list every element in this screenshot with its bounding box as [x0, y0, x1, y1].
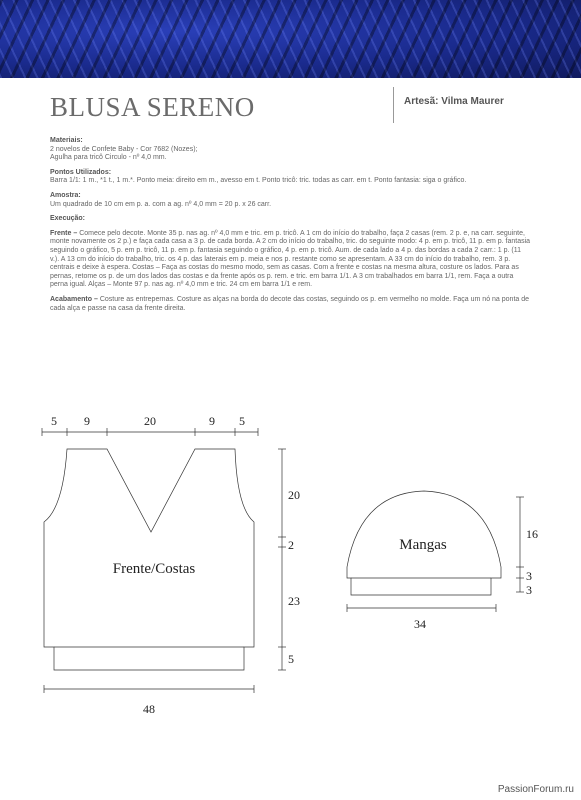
- front-label: Frente –: [50, 229, 78, 237]
- front-text: Comece pelo decote. Monte 35 p. nas ag. nº 4,0 mm e tric. em p. tricô. A 1 cm do início do trabalho, faça 2 casas (rem. 2 p. e, na carr. seguinte, monte novamente os 2 p.) e faça cada casa a 3 p. de cada borda. A 2 cm do início do trabalho, tric. do seguinte modo: 4 p. em p. tricô, 11 p. em p. fantasia seguindo o gráfico, 5 p. em p. tricô, 11 p. em p. fantasia seguindo o gráfico, 4 p. em p. tricô. Aum. de cada lado a 4 p. das bordas a cada 2 carr.: 1 p. (11 v.). A 13 cm do início do trabalho, tric. os 4 p. das laterais em p. meia e nos p. restante como se apresentam. A 33 cm do início do trabalho, rem. 3 p. centrais e deixe à espera. Costas – Faça as costas do mesmo modo, sem as casas. Com a frente e costas na mesma altura, costure os lados. Para as pernas, retome os p. de um dos lados das costas e da frente após os p. rem. e tric. em barra 1/1. A 3 cm trabalhados em barra 1/1, rem. Faça a outra perna igual. Alças – Monte 97 p. nas ag. nº 4,0 mm e tric. 24 cm em barra 1/1 e rem.: [50, 229, 531, 289]
- materials-label: Materiais:: [50, 137, 83, 144]
- materials-line-2: Agulha para tricô Circulo - nº 4,0 mm.: [50, 154, 167, 162]
- sleeve-label: Mangas: [399, 537, 447, 553]
- top-dim-3: 20: [144, 414, 156, 428]
- execution-section: [50, 215, 532, 224]
- top-dim-4: 9: [209, 414, 215, 428]
- materials-section: [50, 137, 532, 163]
- stitches-text: Barra 1/1: 1 m., *1 t., 1 m.*. Ponto meia: direito em m., avesso em t. Ponto tricô: tric. todas as carr. em t. Ponto fantasia: siga o gráfico.: [50, 177, 467, 185]
- front-section: [50, 230, 532, 290]
- body-dim-height-lower: 23: [288, 594, 300, 608]
- top-dim-5: 5: [239, 414, 245, 428]
- top-dim-2: 9: [84, 414, 90, 428]
- title-divider: [393, 87, 394, 123]
- sleeve-dim-band-1: 3: [526, 569, 532, 583]
- yarn-photo-banner: [0, 0, 581, 78]
- sleeve-dim-width: 34: [414, 617, 426, 631]
- body-dim-height-mid: 2: [288, 538, 294, 552]
- watermark-text: PassionForum.ru: [497, 784, 574, 795]
- finishing-section: [50, 296, 532, 313]
- front-back-label: Frente/Costas: [112, 561, 196, 577]
- finishing-label: Acabamento –: [50, 295, 98, 303]
- materials-line-1: 2 novelos de Confete Baby - Cor 7682 (Nozes);: [50, 145, 198, 153]
- body-dim-width: 48: [143, 702, 155, 716]
- front-back-piece-outline: [44, 449, 254, 670]
- stitches-label: Pontos Utilizados:: [50, 168, 112, 176]
- gauge-text: Um quadrado de 10 cm em p. a. com a ag. nº 4,0 mm = 20 p. x 26 carr.: [50, 200, 272, 208]
- stitches-section: [50, 169, 532, 186]
- body-dim-height-top: 20: [288, 488, 300, 502]
- artist-credit: Artesã: Vilma Maurer: [404, 96, 504, 107]
- pattern-instructions: [50, 137, 532, 319]
- body-dim-height-band: 5: [288, 652, 294, 666]
- top-dim-1: 5: [51, 414, 57, 428]
- pattern-title: BLUSA SERENO: [50, 92, 255, 122]
- finishing-text: Costure as entrepernas. Costure as alças na borda do decote das costas, seguindo os p. em vermelho no molde. Faça um nó na ponta de cada alça e passe na casa da frente direita.: [50, 295, 530, 312]
- sleeve-dim-band-2: 3: [526, 583, 532, 597]
- sleeve-dim-height: 16: [526, 527, 538, 541]
- gauge-section: [50, 192, 532, 209]
- schematic-diagram: [0, 400, 581, 730]
- gauge-label: Amostra:: [50, 191, 81, 199]
- execution-label: Execução:: [50, 215, 86, 223]
